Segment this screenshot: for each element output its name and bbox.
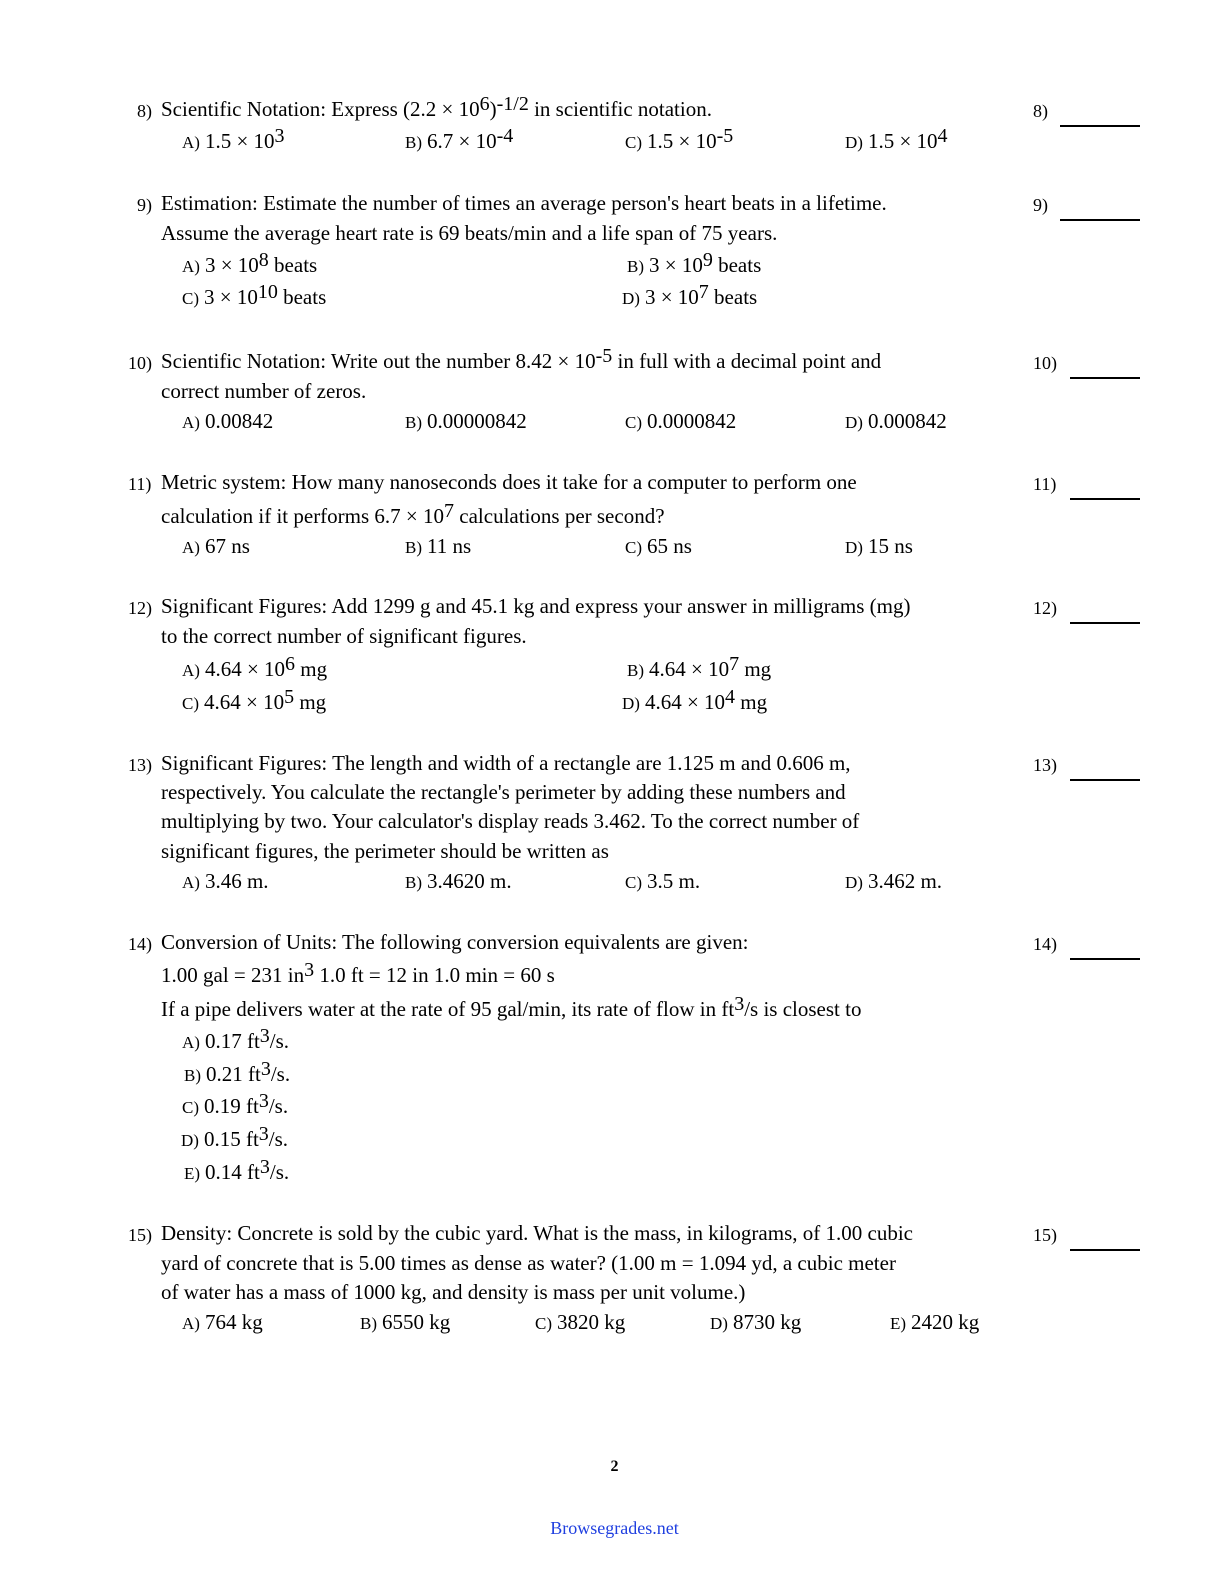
text-segment: multiplying by two. Your calculator's display reads 3.462. To the correct number of <box>161 809 860 833</box>
option-label: A) <box>182 133 200 152</box>
text-segment: 0.21 ft <box>206 1062 261 1086</box>
text-segment: 1.0 ft = 12 in 1.0 min = 60 s <box>314 963 555 987</box>
answer-option <box>182 249 318 279</box>
option-label: B) <box>627 257 644 276</box>
option-label: A) <box>182 873 200 892</box>
text-segment: If a pipe delivers water at the rate of 95 gal/min, its rate of flow in ft <box>161 997 735 1021</box>
option-label: B) <box>184 1066 201 1085</box>
text-segment: mg <box>294 690 327 714</box>
answer-option <box>360 1310 450 1336</box>
text-segment: 1.00 gal = 231 in <box>161 963 305 987</box>
text-segment: 8730 kg <box>732 1310 802 1334</box>
question-text-line <box>161 345 882 373</box>
text-segment: 3.5 m. <box>647 869 701 893</box>
answer-blank[interactable] <box>1070 779 1140 781</box>
option-label: C) <box>625 873 642 892</box>
option-label: A) <box>182 1314 200 1333</box>
answer-option <box>622 686 768 716</box>
question-text-line <box>161 993 862 1021</box>
answer-number: 12) <box>1033 598 1057 618</box>
text-segment: in full with a decimal point and <box>612 349 882 373</box>
question-text-line <box>161 470 857 494</box>
answer-option <box>405 409 527 435</box>
superscript: -5 <box>716 125 734 147</box>
answer-option <box>710 1310 801 1336</box>
question-text-line <box>161 780 846 804</box>
text-segment: yard of concrete that is 5.00 times as dense as water? (1.00 m = 1.094 yd, a cubic meter <box>161 1251 896 1275</box>
option-label: B) <box>627 661 644 680</box>
option-label: A) <box>182 661 200 680</box>
option-label: C) <box>535 1314 552 1333</box>
text-segment: 6550 kg <box>382 1310 451 1334</box>
superscript: 9 <box>702 249 713 271</box>
answer-option <box>627 653 772 683</box>
question-text-line <box>161 624 527 648</box>
question-number: 15) <box>128 1225 152 1245</box>
question-text-line <box>161 1251 896 1275</box>
text-segment: 2420 kg <box>911 1310 980 1334</box>
option-label: A) <box>182 257 200 276</box>
text-segment: beats <box>712 253 762 277</box>
answer-number: 8) <box>1033 101 1048 121</box>
text-segment: Estimation: Estimate the number of times an average person's heart beats in a lifetime. <box>161 191 887 215</box>
option-label: B) <box>405 413 422 432</box>
option-label: C) <box>182 1098 199 1117</box>
answer-option <box>182 1310 263 1336</box>
text-segment: 0.15 ft <box>203 1127 259 1151</box>
text-segment: 0.00000842 <box>427 409 527 433</box>
answer-blank[interactable] <box>1070 377 1140 379</box>
text-segment: Scientific Notation: Express (2.2 × 10 <box>161 97 480 121</box>
text-segment: Conversion of Units: The following conversion equivalents are given: <box>161 930 749 954</box>
superscript: 10 <box>257 281 278 303</box>
text-segment: 0.0000842 <box>647 409 737 433</box>
answer-blank[interactable] <box>1070 622 1140 624</box>
question-text-line <box>161 1221 913 1245</box>
text-segment: 0.00842 <box>204 409 274 433</box>
question-number: 9) <box>137 195 152 215</box>
answer-option <box>625 125 734 155</box>
text-segment: calculations per second? <box>454 504 665 528</box>
superscript: 8 <box>258 249 269 271</box>
answer-blank[interactable] <box>1070 1249 1140 1251</box>
answer-option <box>182 534 250 560</box>
answer-number: 15) <box>1033 1225 1057 1245</box>
superscript: -1/2 <box>496 93 529 115</box>
text-segment: 3.4620 m. <box>427 869 512 893</box>
text-segment: correct number of zeros. <box>161 379 367 403</box>
text-segment: 764 kg <box>204 1310 263 1334</box>
footer-link[interactable]: Browsegrades.net <box>550 1518 679 1538</box>
text-segment: beats <box>277 285 327 309</box>
superscript: 3 <box>734 993 745 1015</box>
question-text-line <box>161 221 777 245</box>
answer-option <box>890 1310 979 1336</box>
text-segment: 67 ns <box>204 534 250 558</box>
text-segment: 4.64 × 10 <box>649 657 730 681</box>
text-segment: Significant Figures: The length and width of a rectangle are 1.125 m and 0.606 m, <box>161 751 851 775</box>
superscript: 4 <box>725 686 736 708</box>
text-segment: 3.46 m. <box>204 869 269 893</box>
superscript: 6 <box>285 653 296 675</box>
question-number: 12) <box>128 598 152 618</box>
text-segment: 3 × 10 <box>649 253 703 277</box>
answer-option <box>625 409 736 435</box>
text-segment: beats <box>708 285 758 309</box>
option-label: D) <box>845 133 863 152</box>
question-text-line <box>161 809 859 833</box>
option-label: D) <box>845 413 863 432</box>
answer-option <box>625 534 692 560</box>
text-segment: mg <box>739 657 772 681</box>
answer-option <box>182 1090 289 1120</box>
answer-option <box>184 1156 290 1186</box>
option-label: D) <box>845 538 863 557</box>
answer-option <box>182 869 269 895</box>
text-segment: calculation if it performs 6.7 × 10 <box>161 504 445 528</box>
question-number: 8) <box>137 101 152 121</box>
question-text-line <box>161 93 712 121</box>
text-segment: /s. <box>268 1094 289 1118</box>
option-label: D) <box>181 1131 199 1150</box>
question-text-line <box>161 839 609 863</box>
superscript: 3 <box>258 1123 269 1145</box>
text-segment: Metric system: How many nanoseconds does it take for a computer to perform one <box>161 470 857 494</box>
question-text-line <box>161 751 851 775</box>
question-text-line <box>161 930 749 954</box>
text-segment: 65 ns <box>647 534 692 558</box>
option-label: B) <box>405 133 422 152</box>
option-label: B) <box>405 873 422 892</box>
question-number: 11) <box>128 474 152 494</box>
answer-option <box>182 686 327 716</box>
option-label: C) <box>182 694 199 713</box>
option-label: C) <box>182 289 199 308</box>
text-segment: 0.17 ft <box>204 1029 260 1053</box>
superscript: 3 <box>260 1058 271 1080</box>
text-segment: Assume the average heart rate is 69 beats/min and a life span of 75 years. <box>161 221 778 245</box>
answer-blank[interactable] <box>1060 219 1140 221</box>
answer-option <box>535 1310 625 1336</box>
answer-option <box>182 281 327 311</box>
text-segment: 0.19 ft <box>204 1094 259 1118</box>
answer-number: 10) <box>1033 353 1057 373</box>
text-segment: /s is closest to <box>744 997 862 1021</box>
answer-blank[interactable] <box>1070 958 1140 960</box>
text-segment: 3.462 m. <box>867 869 943 893</box>
text-segment: mg <box>735 690 768 714</box>
text-segment: 1.5 × 10 <box>647 129 717 153</box>
superscript: 7 <box>729 653 740 675</box>
question-text-line <box>161 191 887 215</box>
answer-option <box>405 534 471 560</box>
option-label: B) <box>405 538 422 557</box>
text-segment: 15 ns <box>867 534 913 558</box>
text-segment: 6.7 × 10 <box>427 129 497 153</box>
text-segment: to the correct number of significant figures. <box>161 624 527 648</box>
text-segment: in scientific notation. <box>528 97 712 121</box>
option-label: D) <box>710 1314 728 1333</box>
text-segment: ) <box>489 97 497 121</box>
question-number: 10) <box>128 353 152 373</box>
superscript: 3 <box>259 1156 270 1178</box>
superscript: 3 <box>259 1025 270 1047</box>
question-text-line <box>161 1280 745 1304</box>
answer-option <box>845 869 942 895</box>
superscript: -5 <box>595 345 613 367</box>
superscript: 6 <box>479 93 490 115</box>
answer-option <box>405 869 512 895</box>
text-segment: 3 × 10 <box>204 285 258 309</box>
answer-option <box>625 869 700 895</box>
question-text-line <box>161 594 910 618</box>
text-segment: 4.64 × 10 <box>204 690 285 714</box>
text-segment: 4.64 × 10 <box>204 657 286 681</box>
answer-option <box>845 125 948 155</box>
option-label: A) <box>182 538 200 557</box>
text-segment: Scientific Notation: Write out the number 8.42 × 10 <box>161 349 596 373</box>
question-number: 14) <box>128 934 152 954</box>
superscript: -4 <box>496 125 514 147</box>
text-segment: /s. <box>269 1029 290 1053</box>
text-segment: 0.000842 <box>867 409 947 433</box>
question-text-line <box>161 500 665 528</box>
answer-option <box>405 125 514 155</box>
answer-blank[interactable] <box>1060 125 1140 127</box>
superscript: 7 <box>698 281 709 303</box>
answer-option <box>182 653 328 683</box>
option-label: E) <box>184 1164 201 1183</box>
answer-number: 13) <box>1033 755 1057 775</box>
option-label: A) <box>182 413 200 432</box>
superscript: 5 <box>284 686 295 708</box>
option-label: B) <box>360 1314 377 1333</box>
text-segment: mg <box>295 657 328 681</box>
text-segment: beats <box>268 253 318 277</box>
superscript: 4 <box>937 125 948 147</box>
text-segment: 11 ns <box>427 534 472 558</box>
answer-option <box>627 249 762 279</box>
answer-option <box>181 1123 289 1153</box>
answer-number: 11) <box>1033 474 1057 494</box>
text-segment: respectively. You calculate the rectangle's perimeter by adding these numbers and <box>161 780 846 804</box>
option-label: D) <box>622 289 640 308</box>
answer-number: 14) <box>1033 934 1057 954</box>
question-text-line <box>161 959 555 987</box>
text-segment: Significant Figures: Add 1299 g and 45.1 kg and express your answer in milligrams (mg) <box>161 594 911 618</box>
answer-option <box>845 409 947 435</box>
text-segment: 3 × 10 <box>204 253 259 277</box>
answer-option <box>182 409 273 435</box>
option-label: C) <box>625 133 642 152</box>
text-segment: 1.5 × 10 <box>204 129 275 153</box>
text-segment: /s. <box>268 1127 289 1151</box>
answer-option <box>622 281 758 311</box>
text-segment: 1.5 × 10 <box>867 129 938 153</box>
superscript: 7 <box>444 500 455 522</box>
answer-option <box>182 125 285 155</box>
text-segment: 3 × 10 <box>644 285 699 309</box>
text-segment: /s. <box>269 1160 290 1184</box>
option-label: D) <box>845 873 863 892</box>
superscript: 3 <box>258 1090 269 1112</box>
text-segment: of water has a mass of 1000 kg, and density is mass per unit volume.) <box>161 1280 746 1304</box>
text-segment: significant figures, the perimeter should be written as <box>161 839 609 863</box>
answer-blank[interactable] <box>1070 498 1140 500</box>
text-segment: Density: Concrete is sold by the cubic yard. What is the mass, in kilograms, of 1.00 cubic <box>161 1221 913 1245</box>
option-label: E) <box>890 1314 907 1333</box>
superscript: 3 <box>274 125 285 147</box>
option-label: C) <box>625 538 642 557</box>
text-segment: 4.64 × 10 <box>644 690 726 714</box>
page-number: 2 <box>610 1458 619 1475</box>
option-label: C) <box>625 413 642 432</box>
question-number: 13) <box>128 755 152 775</box>
text-segment: 0.14 ft <box>205 1160 260 1184</box>
superscript: 3 <box>304 959 315 981</box>
text-segment: 3820 kg <box>557 1310 626 1334</box>
option-label: A) <box>182 1033 200 1052</box>
text-segment: /s. <box>270 1062 291 1086</box>
question-text-line <box>161 379 366 403</box>
option-label: D) <box>622 694 640 713</box>
answer-option <box>184 1058 291 1088</box>
answer-option <box>182 1025 290 1055</box>
answer-option <box>845 534 913 560</box>
answer-number: 9) <box>1033 195 1048 215</box>
